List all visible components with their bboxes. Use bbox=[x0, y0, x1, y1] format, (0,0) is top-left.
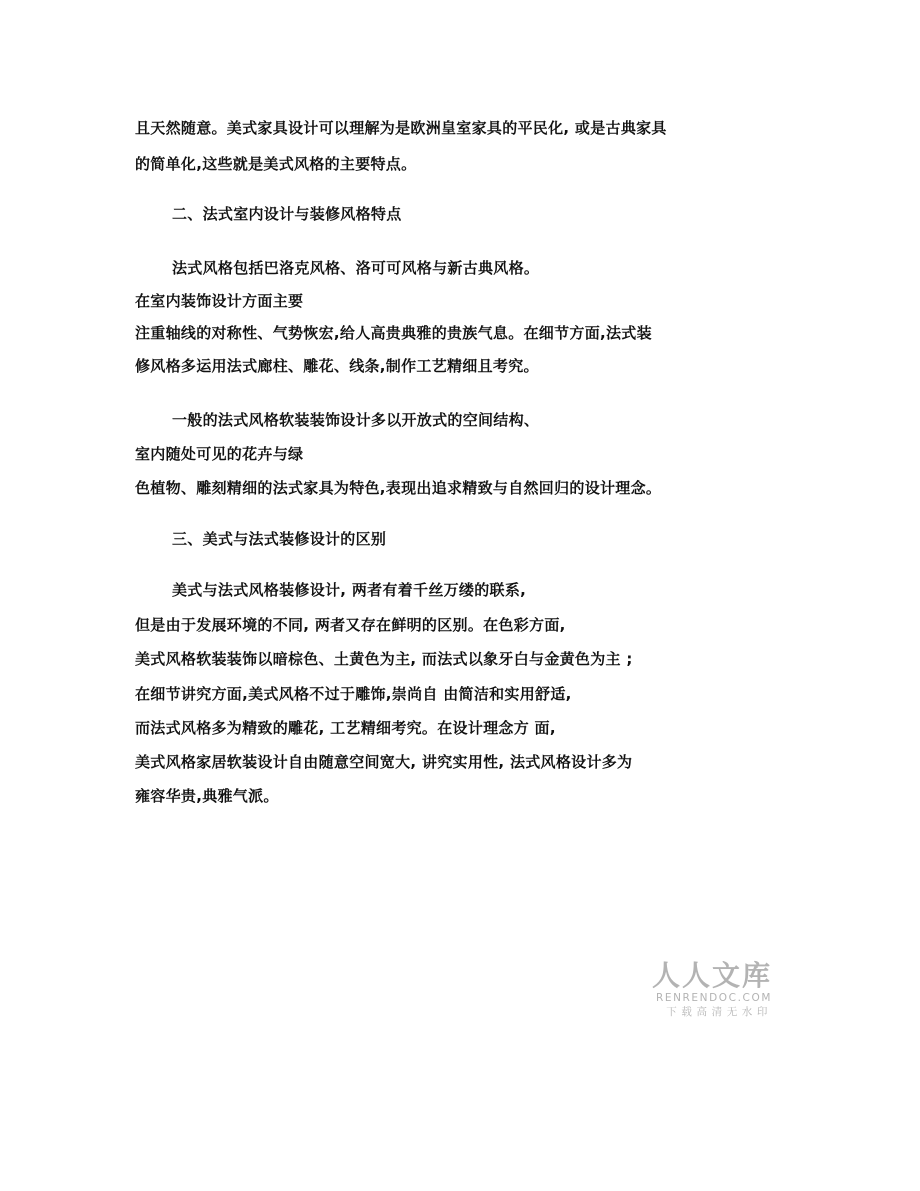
paragraph-4-line-7: 雍容华贵,典雅气派。 bbox=[135, 787, 279, 805]
paragraph-4-line-6: 美式风格家居软装设计自由随意空间宽大, 讲究实用性, 法式风格设计多为 bbox=[135, 753, 633, 771]
watermark-tagline: 下载高清无水印 bbox=[666, 1006, 772, 1018]
paragraph-1-line-1: 且天然随意。美式家具设计可以理解为是欧洲皇室家具的平民化, 或是古典家具 bbox=[135, 119, 667, 137]
paragraph-3-line-2: 室内随处可见的花卉与绿 bbox=[135, 445, 304, 463]
paragraph-2-line-1: 法式风格包括巴洛克风格、洛可可风格与新古典风格。 bbox=[172, 259, 540, 277]
paragraph-4-line-1: 美式与法式风格装修设计, 两者有着千丝万缕的联系, bbox=[172, 581, 527, 599]
paragraph-3-line-1: 一般的法式风格软装装饰设计多以开放式的空间结构、 bbox=[172, 411, 540, 429]
section-heading-differences: 三、美式与法式装修设计的区别 bbox=[172, 530, 387, 548]
watermark-url: RENRENDOC.COM bbox=[655, 992, 772, 1004]
paragraph-4-line-4: 在细节讲究方面,美式风格不过于雕饰,崇尚自 由简洁和实用舒适, bbox=[135, 685, 572, 703]
paragraph-2-line-2: 在室内装饰设计方面主要 bbox=[135, 292, 304, 310]
paragraph-2-line-3: 注重轴线的对称性、气势恢宏,给人高贵典雅的贵族气息。在细节方面,法式装 bbox=[135, 324, 652, 342]
renrendoc-watermark bbox=[646, 960, 772, 1019]
paragraph-4-line-3: 美式风格软装装饰以暗棕色、土黄色为主, 而法式以象牙白与金黄色为主 ; bbox=[135, 650, 633, 668]
paragraph-3-line-3: 色植物、雕刻精细的法式家具为特色,表现出追求精致与自然回归的设计理念。 bbox=[135, 479, 662, 497]
paragraph-1-line-2: 的简单化,这些就是美式风格的主要特点。 bbox=[135, 155, 417, 173]
paragraph-4-line-2: 但是由于发展环境的不同, 两者又存在鲜明的区别。在色彩方面, bbox=[135, 616, 566, 634]
watermark-logo-text: 人人文库 bbox=[651, 959, 772, 992]
paragraph-2-line-4: 修风格多运用法式廊柱、雕花、线条,制作工艺精细且考究。 bbox=[135, 357, 539, 375]
section-heading-french-style: 二、法式室内设计与装修风格特点 bbox=[172, 205, 402, 223]
paragraph-4-line-5: 而法式风格多为精致的雕花, 工艺精细考究。在设计理念方 面, bbox=[135, 719, 556, 737]
